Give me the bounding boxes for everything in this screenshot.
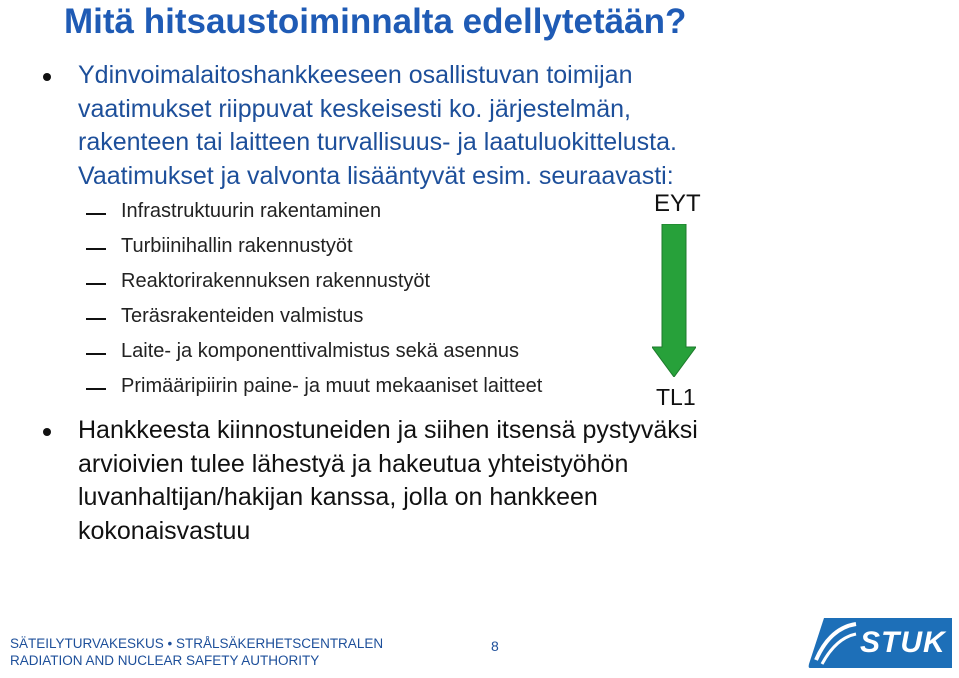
bullet-1-text: Ydinvoimalaitoshankkeeseen osallistuvan toimijan vaatimukset riippuvat keskeisesti ko. järjestelmän, rakenteen tai laitteen turvallisuus- ja laatuluokittelusta. Vaatimukset ja valvonta lisääntyvät esim. seuraavasti: xyxy=(78,61,677,190)
sub-item-label: Teräsrakenteiden valmistus xyxy=(121,305,364,327)
sub-item-label: Primääripiirin paine- ja muut mekaaniset laitteet xyxy=(121,375,543,397)
sub-item-label: Turbiinihallin rakennustyöt xyxy=(121,235,353,257)
footer-org-name: SÄTEILYTURVAKESKUS • STRÅLSÄKERHETSCENTRALEN xyxy=(10,636,384,651)
stuk-logo xyxy=(806,614,954,672)
bullet-dot-icon xyxy=(43,73,51,81)
dash-icon xyxy=(86,353,106,355)
dash-icon xyxy=(86,283,106,285)
dash-icon xyxy=(86,318,106,320)
scale-bottom-label: TL1 xyxy=(656,384,696,410)
dash-icon xyxy=(86,213,106,215)
sub-item-label: Reaktorirakennuksen rakennustyöt xyxy=(121,270,431,292)
slide-title: Mitä hitsaustoiminnalta edellytetään? xyxy=(64,2,687,41)
down-arrow-icon xyxy=(652,224,696,377)
dash-icon xyxy=(86,388,106,390)
sub-item-label: Laite- ja komponenttivalmistus sekä asennus xyxy=(121,340,519,362)
bullet-dot-icon xyxy=(43,428,51,436)
dash-icon xyxy=(86,248,106,250)
logo-wordmark: STUK xyxy=(860,626,946,659)
page-number: 8 xyxy=(491,638,499,654)
sub-item-label: Infrastruktuurin rakentaminen xyxy=(121,200,382,222)
footer-org-english: RADIATION AND NUCLEAR SAFETY AUTHORITY xyxy=(10,653,320,668)
scale-top-label: EYT xyxy=(654,190,701,217)
bullet-2-text: Hankkeesta kiinnostuneiden ja siihen itsensä pystyväksi arvioivien tulee lähestyä ja hakeutua yhteistyöhön luvanhaltijan/hakijan kanssa, jolla on hankkeen kokonaisvastuu xyxy=(78,416,698,545)
